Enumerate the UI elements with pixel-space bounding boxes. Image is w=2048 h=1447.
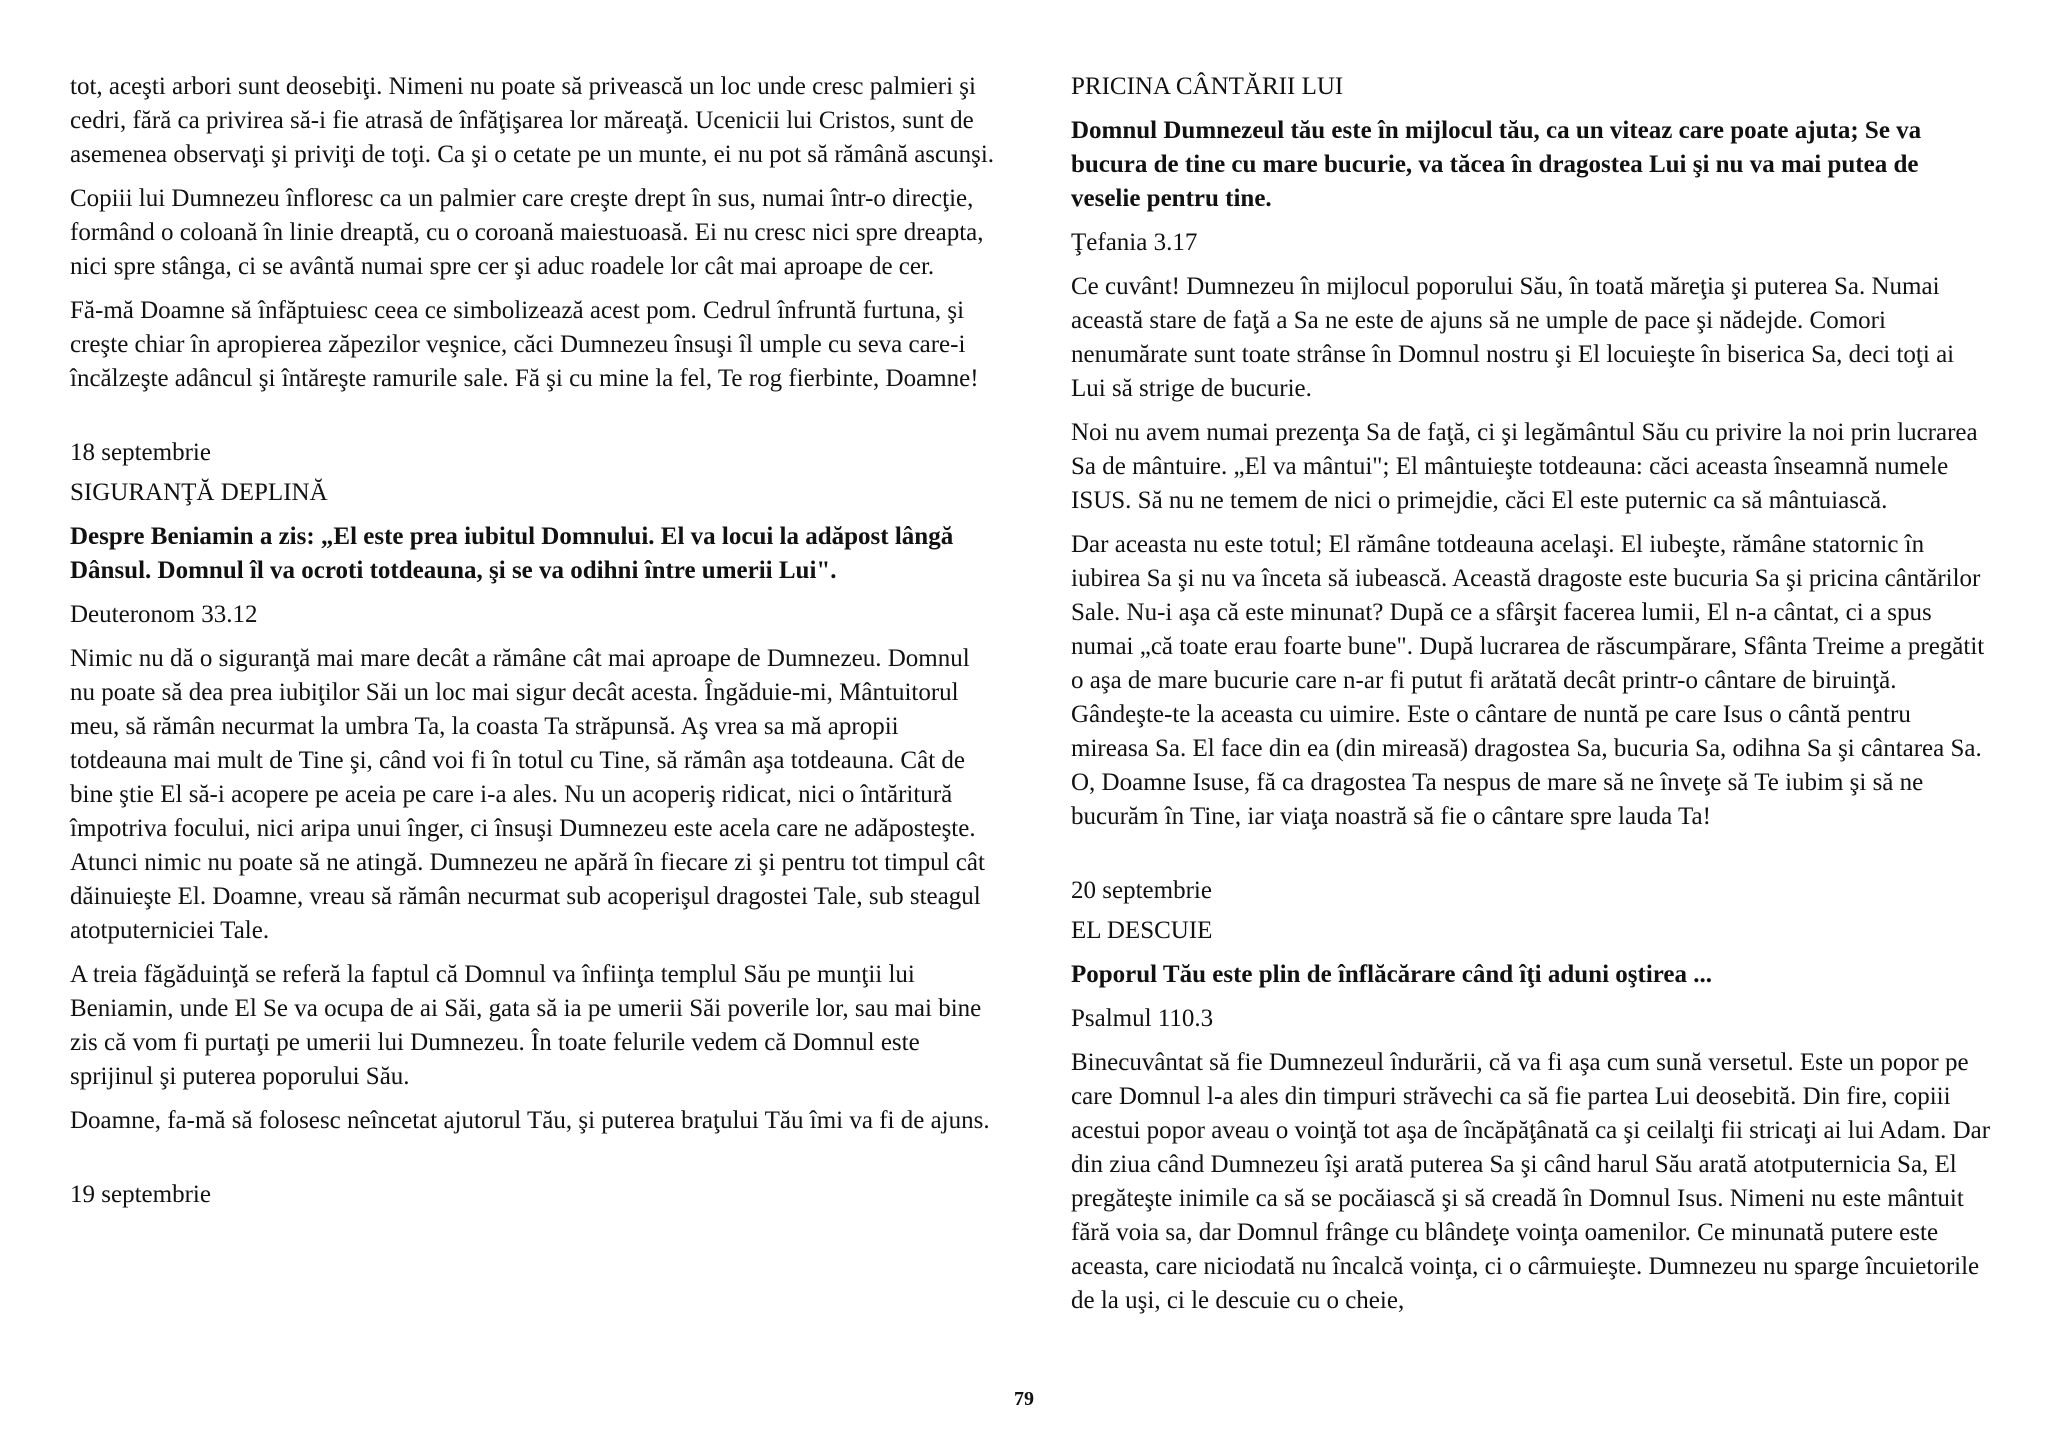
verse-reference: Ţefania 3.17 (1071, 229, 1198, 256)
entry-title: EL DESCUIE (1071, 917, 1213, 944)
entry-title: PRICINA CÂNTĂRII LUI (1071, 73, 1344, 100)
paragraph: Fă-mă Doamne să înfăptuiesc ceea ce simbolizează acest pom. Cedrul înfruntă furtuna, şi creşte chiar în apropierea zăpezilor veşnice, căci Dumnezeu însuşi îl umple cu seva care-i încălzeşte adâncul şi întăreşte ramurile sale. Fă şi cu mine la fel, Te rog fierbinte, Doamne! (70, 297, 979, 392)
entry-title: SIGURANŢĂ DEPLINĂ (70, 479, 328, 506)
paragraph: Ce cuvânt! Dumnezeu în mijlocul poporului Său, în toată măreţia şi puterea Sa. Numai această stare de faţă a Sa ne este de ajuns să ne umple de pace şi nădejde. Comori nenumărate sunt toate strânse în Domnul nostru şi El locuieşte în biserica Sa, deci toţi ai Lui să strige de bucurie. (1071, 273, 1955, 402)
bible-verse: Domnul Dumnezeul tău este în mijlocul tău, ca un viteaz care poate ajuta; Se va bucura de tine cu mare bucurie, va tăcea în dragostea Lui şi nu va mai putea de veselie pentru tine. (1071, 117, 1922, 212)
left-column (70, 70, 998, 1222)
paragraph: Noi nu avem numai prezenţa Sa de faţă, ci şi legământul Său cu privire la noi prin lucrarea Sa de mântuire. „El va mântui"; El mântuieşte totdeauna: căci aceasta înseamnă numele ISUS. Să nu ne temem de nici o primejdie, căci El este puternic ca să mântuiască. (1071, 419, 1978, 514)
entry-date: 20 septembrie (1071, 877, 1212, 904)
right-column (1071, 70, 1991, 1328)
verse-reference: Psalmul 110.3 (1071, 1005, 1214, 1032)
paragraph: Binecuvântat să fie Dumnezeul îndurării, că va fi aşa cum sună versetul. Este un popor pe care Domnul l-a ales din timpuri străvechi ca să fie partea Lui deosebită. Din fire, copiii acestui popor aveau o voinţă tot aşa de încăpăţânată ca şi ceilalţi fii stricaţi ai lui Adam. Dar din ziua când Dumnezeu îşi arată puterea Sa şi când harul Său arată atotputernicia Sa, El pregăteşte inimile ca să se pocăiască şi să creadă în Domnul Isus. Nimeni nu este mântuit fără voia sa, dar Domnul frânge cu blândeţe voinţa oamenilor. Ce minunată putere este aceasta, care niciodată nu încalcă voinţa, ci o cârmuieşte. Dumnezeu nu sparge încuietorile de la uşi, ci le descuie cu o cheie, (1071, 1049, 1991, 1314)
page-number: 79 (1014, 1388, 1034, 1410)
entry-date: 19 septembrie (70, 1181, 211, 1208)
bible-verse: Poporul Tău este plin de înflăcărare când îţi aduni oştirea ... (1071, 961, 1713, 988)
entry-date: 18 septembrie (70, 439, 211, 466)
paragraph: Doamne, fa-mă să folosesc neîncetat ajutorul Tău, şi puterea braţului Tău îmi va fi de ajuns. (70, 1107, 990, 1134)
paragraph: Nimic nu dă o siguranţă mai mare decât a rămâne cât mai aproape de Dumnezeu. Domnul nu poate să dea prea iubiţilor Săi un loc mai sigur decât acesta. Îngăduie-mi, Mântuitorul meu, să rămân necurmat la umbra Ta, la coasta Ta străpunsă. Aş vrea sa mă apropii totdeauna mai mult de Tine şi, când voi fi în totul cu Tine, să rămân aşa totdeauna. Cât de bine ştie El să-i acopere pe aceia pe care i-a ales. Nu un acoperiş ridicat, nici o întăritură împotriva focului, nici aripa unui înger, ci însuşi Dumnezeu este acela care ne adăposteşte. Atunci nimic nu poate să ne atingă. Dumnezeu ne apără în fiecare zi şi pentru tot timpul cât dăinuieşte El. Doamne, vreau să rămân necurmat sub acoperişul dragostei Tale, sub steagul atotputerniciei Tale. (70, 645, 985, 944)
paragraph: Dar aceasta nu este totul; El rămâne totdeauna acelaşi. El iubeşte, rămâne statornic în iubirea Sa şi nu va înceta să iubească. Această dragoste este bucuria Sa şi pricina cântărilor Sale. Nu-i aşa că este minunat? După ce a sfârşit facerea lumii, El n-a cântat, ci a spus numai „că toate erau foarte bune". După lucrarea de răscumpărare, Sfânta Treime a pregătit o aşa de mare bucurie care n-ar fi putut fi arătată decât printr-o cântare de biruinţă. Gândeşte-te la aceasta cu uimire. Este o cântare de nuntă pe care Isus o cântă pentru mireasa Sa. El face din ea (din mireasă) dragostea Sa, bucuria Sa, odihna Sa şi cântarea Sa. O, Doamne Isuse, fă ca dragostea Ta nespus de mare să ne înveţe să Te iubim şi să ne bucurăm în Tine, iar viaţa noastră să fie o cântare spre lauda Ta! (1071, 531, 1985, 830)
paragraph: tot, aceşti arbori sunt deosebiţi. Nimeni nu poate să privească un loc unde cresc palmieri şi cedri, fără ca privirea să-i fie atrasă de înfăţişarea lor măreaţă. Ucenicii lui Cristos, sunt de asemenea observaţi şi priviţi de toţi. Ca şi o cetate pe un munte, ei nu pot să rămână ascunşi. (70, 73, 995, 168)
paragraph: A treia făgăduinţă se referă la faptul că Domnul va înfiinţa templul Său pe munţii lui Beniamin, unde El Se va ocupa de ai Săi, gata să ia pe umerii Săi poverile lor, sau mai bine zis că vom fi purtaţi pe umerii lui Dumnezeu. În toate felurile vedem că Domnul este sprijinul şi puterea poporului Său. (70, 961, 982, 1090)
verse-reference: Deuteronom 33.12 (70, 601, 258, 628)
bible-verse: Despre Beniamin a zis: „El este prea iubitul Domnului. El va locui la adăpost lângă Dânsul. Domnul îl va ocroti totdeauna, şi se va odihni între umerii Lui". (70, 523, 954, 584)
paragraph: Copiii lui Dumnezeu înfloresc ca un palmier care creşte drept în sus, numai într-o direcţie, formând o coloană în linie dreaptă, cu o coroană maiestuoasă. Ei nu cresc nici spre dreapta, nici spre stânga, ci se avântă numai spre cer şi aduc roadele lor cât mai aproape de cer. (70, 185, 984, 280)
